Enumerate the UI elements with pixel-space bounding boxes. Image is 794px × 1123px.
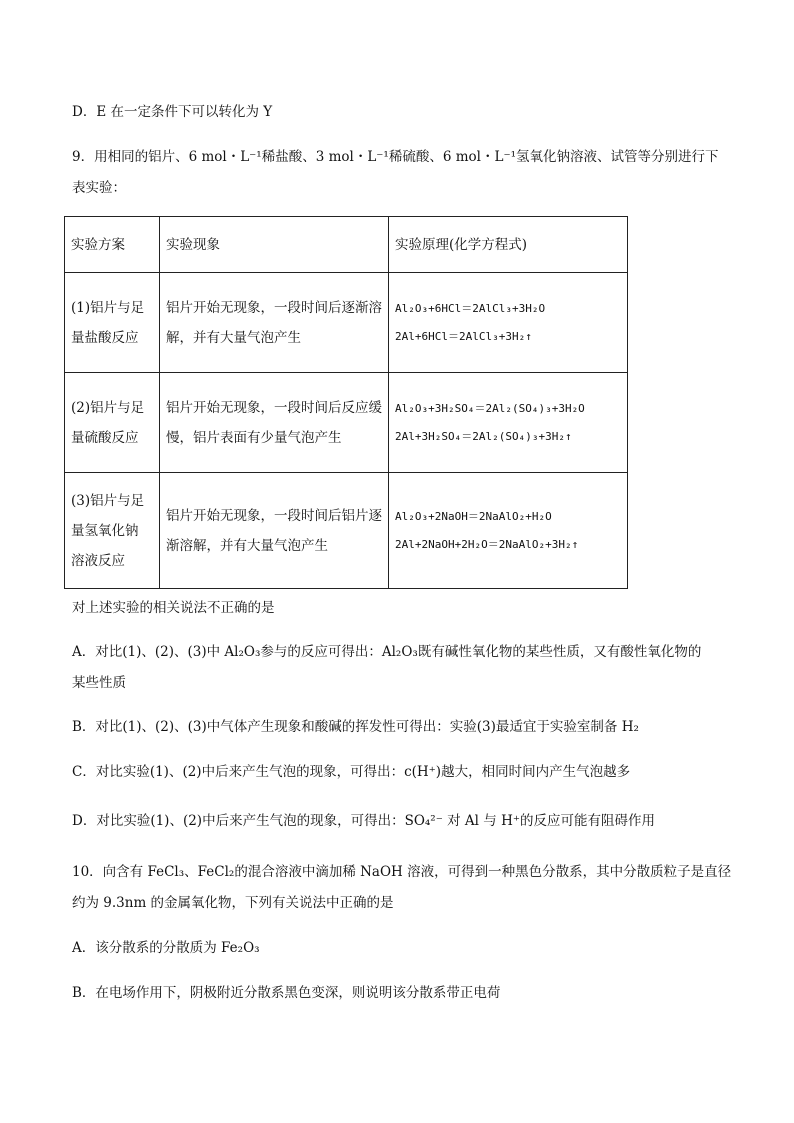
q9-option-a-line1: A．对比(1)、(2)、(3)中 Al₂O₃参与的反应可得出：Al₂O₃既有碱性氧化物的某些性质，又有酸性氧化物的 [72, 644, 702, 660]
equation-text: 2Al+3H₂SO₄＝2Al₂(SO₄)₃+3H₂↑ [395, 429, 572, 443]
q9-question: 对上述实验的相关说法不正确的是 [72, 600, 275, 616]
plan-cell [65, 473, 160, 589]
phenomenon-text: 铝片开始无现象，一段时间后反应缓 [166, 399, 382, 416]
equation-cell [389, 373, 628, 473]
table-header-cell: 实验方案 [65, 217, 160, 273]
q10-option-b: B．在电场作用下，阴极附近分散系黑色变深，则说明该分散系带正电荷 [72, 985, 501, 1001]
table-header-cell: 实验原理(化学方程式) [389, 217, 628, 273]
phenomenon-text: 渐溶解，并有大量气泡产生 [166, 537, 328, 554]
table-header-row [65, 217, 628, 273]
phenomenon-cell [160, 473, 389, 589]
equation-text: Al₂O₃+2NaOH＝2NaAlO₂+H₂O [395, 509, 552, 523]
table-header-cell: 实验现象 [160, 217, 389, 273]
equation-cell [389, 273, 628, 373]
phenomenon-text: 铝片开始无现象，一段时间后逐渐溶 [166, 299, 382, 316]
q9-option-b: B．对比(1)、(2)、(3)中气体产生现象和酸碱的挥发性可得出：实验(3)最适宜于实验室制备 H₂ [72, 719, 639, 735]
q9-option-c: C．对比实验(1)、(2)中后来产生气泡的现象，可得出：c(H⁺)越大，相同时间内产生气泡越多 [72, 764, 631, 780]
q9-stem-line1: 9．用相同的铝片、6 mol・L⁻¹稀盐酸、3 mol・L⁻¹稀硫酸、6 mol・L⁻¹氢氧化钠溶液、试管等分别进行下 [72, 149, 719, 165]
plan-text: 量硫酸反应 [71, 429, 139, 446]
q9-stem-line2: 表实验： [72, 180, 126, 196]
plan-text: 溶液反应 [71, 552, 125, 569]
equation-cell [389, 473, 628, 589]
table-row [65, 273, 628, 373]
phenomenon-cell [160, 273, 389, 373]
experiment-table [64, 216, 628, 589]
plan-text: 量盐酸反应 [71, 329, 139, 346]
equation-text: Al₂O₃+3H₂SO₄＝2Al₂(SO₄)₃+3H₂O [395, 401, 585, 415]
plan-text: 量氢氧化钠 [71, 522, 139, 539]
q9-option-d: D．对比实验(1)、(2)中后来产生气泡的现象，可得出：SO₄²⁻ 对 Al 与 H⁺的反应可能有阻碍作用 [72, 813, 655, 829]
q10-option-a: A．该分散系的分散质为 Fe₂O₃ [72, 940, 260, 956]
phenomenon-text: 慢，铝片表面有少量气泡产生 [166, 429, 342, 446]
table-row [65, 473, 628, 589]
equation-text: 2Al+6HCl＝2AlCl₃+3H₂↑ [395, 329, 532, 343]
plan-text: (1)铝片与足 [71, 299, 145, 316]
q10-stem-line2: 约为 9.3nm 的金属氧化物，下列有关说法中正确的是 [72, 895, 394, 911]
table-row [65, 373, 628, 473]
phenomenon-text: 铝片开始无现象，一段时间后铝片逐 [166, 507, 382, 524]
phenomenon-text: 解，并有大量气泡产生 [166, 329, 301, 346]
phenomenon-cell [160, 373, 389, 473]
q10-stem-line1: 10．向含有 FeCl₃、FeCl₂的混合溶液中滴加稀 NaOH 溶液，可得到一种黑色分散系，其中分散质粒子是直径 [72, 864, 732, 880]
q9-option-a-line2: 某些性质 [72, 675, 126, 691]
q8-option-d: D．E 在一定条件下可以转化为 Y [72, 104, 273, 120]
plan-text: (2)铝片与足 [71, 399, 145, 416]
plan-text: (3)铝片与足 [71, 492, 145, 509]
equation-text: 2Al+2NaOH+2H₂O＝2NaAlO₂+3H₂↑ [395, 537, 579, 551]
equation-text: Al₂O₃+6HCl＝2AlCl₃+3H₂O [395, 301, 546, 315]
plan-cell [65, 373, 160, 473]
plan-cell [65, 273, 160, 373]
